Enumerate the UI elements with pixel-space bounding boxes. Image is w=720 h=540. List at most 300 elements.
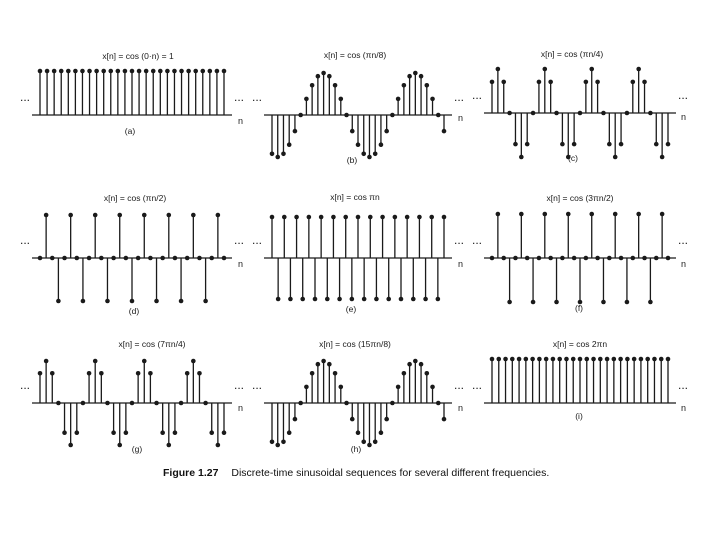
stem-point bbox=[81, 401, 86, 406]
stem-point bbox=[537, 256, 542, 261]
stem-plot-i bbox=[472, 339, 688, 421]
figure-caption bbox=[163, 467, 549, 479]
stem-point bbox=[310, 371, 315, 376]
stem-point bbox=[554, 111, 559, 116]
stem-point bbox=[270, 152, 275, 157]
stem-point bbox=[666, 357, 671, 362]
stem-point bbox=[496, 357, 501, 362]
stem-point bbox=[197, 371, 202, 376]
stem-point bbox=[108, 69, 113, 74]
stem-point bbox=[652, 357, 657, 362]
stem-point bbox=[116, 69, 121, 74]
plot-title: x[n] = cos (πn/2) bbox=[103, 193, 167, 203]
stem-point bbox=[517, 357, 522, 362]
stem-point bbox=[436, 401, 441, 406]
stem-point bbox=[589, 67, 594, 72]
ellipsis-right: ... bbox=[454, 90, 465, 104]
stem-point bbox=[136, 371, 141, 376]
stem-point bbox=[531, 111, 536, 116]
panel-label: (c) bbox=[568, 153, 578, 163]
stem-point bbox=[313, 297, 318, 302]
stem-point bbox=[560, 256, 565, 261]
stem-point bbox=[405, 215, 410, 220]
stem-point bbox=[117, 213, 122, 218]
stem-point bbox=[386, 297, 391, 302]
stem-point bbox=[572, 142, 577, 147]
plot-title: x[n] = cos (7πn/4) bbox=[118, 339, 186, 349]
stem-point bbox=[430, 97, 435, 102]
stem-point bbox=[361, 440, 366, 445]
stem-point bbox=[130, 401, 135, 406]
stem-point bbox=[185, 371, 190, 376]
stem-point bbox=[350, 297, 355, 302]
panel-label: (a) bbox=[124, 126, 136, 136]
ellipsis-left: ... bbox=[251, 378, 262, 392]
stem-point bbox=[607, 142, 612, 147]
stem-point bbox=[595, 80, 600, 85]
stem-point bbox=[572, 256, 577, 261]
stem-point bbox=[510, 357, 515, 362]
stem-point bbox=[356, 142, 361, 147]
x-axis-label: n bbox=[458, 113, 464, 123]
plot-title: x[n] = cos (πn/8) bbox=[323, 50, 387, 60]
stem-point bbox=[222, 256, 227, 261]
plot-title: x[n] = cos (πn/4) bbox=[540, 49, 604, 59]
stem-point bbox=[519, 212, 524, 217]
stem-plot-c bbox=[472, 49, 688, 163]
stem-point bbox=[124, 430, 129, 435]
stem-point bbox=[94, 69, 99, 74]
stem-point bbox=[513, 142, 518, 147]
x-axis-label: n bbox=[458, 259, 464, 269]
stem-point bbox=[607, 256, 612, 261]
stem-point bbox=[56, 299, 61, 304]
stem-point bbox=[316, 74, 321, 79]
x-axis-label: n bbox=[238, 259, 244, 269]
stem-point bbox=[507, 300, 512, 305]
panel-label: (b) bbox=[346, 155, 358, 165]
stem-point bbox=[173, 256, 178, 261]
stem-point bbox=[501, 80, 506, 85]
stem-point bbox=[337, 297, 342, 302]
stem-point bbox=[584, 80, 589, 85]
stem-point bbox=[327, 74, 332, 79]
stem-point bbox=[179, 69, 184, 74]
stem-point bbox=[591, 357, 596, 362]
stem-point bbox=[578, 357, 583, 362]
stem-point bbox=[625, 357, 630, 362]
stem-point bbox=[81, 299, 86, 304]
stem-point bbox=[417, 215, 422, 220]
stem-point bbox=[490, 357, 495, 362]
stem-point bbox=[87, 371, 92, 376]
stem-point bbox=[524, 357, 529, 362]
stem-point bbox=[216, 443, 221, 448]
stem-point bbox=[148, 256, 153, 261]
stem-point bbox=[425, 83, 430, 88]
stem-point bbox=[197, 256, 202, 261]
x-axis-label: n bbox=[458, 403, 464, 413]
stem-point bbox=[62, 256, 67, 261]
stem-point bbox=[276, 297, 281, 302]
stem-point bbox=[270, 215, 275, 220]
stem-point bbox=[642, 80, 647, 85]
stem-point bbox=[642, 256, 647, 261]
stem-point bbox=[619, 142, 624, 147]
caption-text: Discrete-time sinusoidal sequences for several different frequencies. bbox=[231, 467, 550, 479]
ellipsis-right: ... bbox=[678, 88, 689, 102]
stem-point bbox=[525, 142, 530, 147]
stem-point bbox=[625, 111, 630, 116]
stem-point bbox=[399, 297, 404, 302]
stem-point bbox=[636, 212, 641, 217]
stem-point bbox=[393, 215, 398, 220]
stem-point bbox=[396, 385, 401, 390]
stem-point bbox=[59, 69, 64, 74]
stem-plot-a bbox=[20, 51, 244, 136]
stem-point bbox=[605, 357, 610, 362]
stem-point bbox=[185, 256, 190, 261]
stem-point bbox=[543, 212, 548, 217]
x-axis-label: n bbox=[238, 403, 244, 413]
stem-point bbox=[142, 359, 147, 364]
stem-point bbox=[209, 430, 214, 435]
stem-point bbox=[557, 357, 562, 362]
stem-point bbox=[584, 256, 589, 261]
ellipsis-left: ... bbox=[19, 90, 30, 104]
x-axis-label: n bbox=[681, 403, 687, 413]
stem-point bbox=[148, 371, 153, 376]
stem-point bbox=[68, 443, 73, 448]
stem-point bbox=[154, 401, 159, 406]
stem-point bbox=[38, 69, 43, 74]
stem-point bbox=[111, 256, 116, 261]
stem-point bbox=[654, 142, 659, 147]
stem-point bbox=[193, 69, 198, 74]
stem-point bbox=[379, 142, 384, 147]
stem-point bbox=[407, 362, 412, 367]
stem-point bbox=[93, 359, 98, 364]
stem-point bbox=[298, 401, 303, 406]
stem-point bbox=[316, 362, 321, 367]
plot-title: x[n] = cos (15πn/8) bbox=[319, 339, 391, 349]
ellipsis-left: ... bbox=[471, 378, 482, 392]
panel-label: (e) bbox=[345, 304, 357, 314]
stem-point bbox=[75, 430, 80, 435]
stem-point bbox=[222, 69, 227, 74]
stem-point bbox=[361, 152, 366, 157]
stem-point bbox=[275, 443, 280, 448]
stem-point bbox=[179, 299, 184, 304]
stem-point bbox=[380, 215, 385, 220]
stem-point bbox=[631, 256, 636, 261]
plot-title: x[n] = cos πn bbox=[330, 192, 380, 202]
stem-point bbox=[390, 401, 395, 406]
stem-point bbox=[659, 357, 664, 362]
stem-point bbox=[442, 417, 447, 422]
stem-point bbox=[87, 256, 92, 261]
stem-point bbox=[339, 385, 344, 390]
ellipsis-right: ... bbox=[678, 378, 689, 392]
stem-point bbox=[407, 74, 412, 79]
stem-point bbox=[281, 152, 286, 157]
stem-point bbox=[333, 83, 338, 88]
stem-point bbox=[130, 299, 135, 304]
ellipsis-right: ... bbox=[454, 378, 465, 392]
stem-point bbox=[660, 212, 665, 217]
stem-point bbox=[117, 443, 122, 448]
stem-point bbox=[209, 256, 214, 261]
stem-point bbox=[362, 297, 367, 302]
stem-point bbox=[62, 430, 67, 435]
stem-point bbox=[551, 357, 556, 362]
stem-point bbox=[282, 215, 287, 220]
stem-point bbox=[598, 357, 603, 362]
stem-point bbox=[430, 385, 435, 390]
stem-point bbox=[413, 359, 418, 364]
stem-point bbox=[191, 213, 196, 218]
stem-point bbox=[374, 297, 379, 302]
stem-point bbox=[68, 213, 73, 218]
stem-point bbox=[123, 69, 128, 74]
stem-point bbox=[636, 67, 641, 72]
stem-point bbox=[137, 69, 142, 74]
stem-point bbox=[144, 69, 149, 74]
stem-point bbox=[648, 111, 653, 116]
stem-plot-g bbox=[20, 339, 244, 454]
stem-point bbox=[281, 440, 286, 445]
stem-point bbox=[321, 359, 326, 364]
stem-point bbox=[105, 299, 110, 304]
stem-point bbox=[172, 69, 177, 74]
stem-point bbox=[325, 297, 330, 302]
stem-point bbox=[632, 357, 637, 362]
stem-point bbox=[167, 443, 172, 448]
stem-point bbox=[367, 155, 372, 160]
stem-plot-b bbox=[252, 50, 464, 165]
stem-point bbox=[344, 113, 349, 118]
stem-point bbox=[436, 297, 441, 302]
stem-point bbox=[589, 212, 594, 217]
stem-point bbox=[618, 357, 623, 362]
stem-point bbox=[44, 359, 49, 364]
stem-point bbox=[368, 215, 373, 220]
stem-point bbox=[411, 297, 416, 302]
stem-point bbox=[165, 69, 170, 74]
stem-point bbox=[601, 111, 606, 116]
stem-point bbox=[331, 215, 336, 220]
stem-point bbox=[319, 215, 324, 220]
stem-point bbox=[560, 142, 565, 147]
stem-point bbox=[45, 69, 50, 74]
stem-point bbox=[503, 357, 508, 362]
stem-point bbox=[429, 215, 434, 220]
stem-point bbox=[203, 299, 208, 304]
stem-point bbox=[645, 357, 650, 362]
ellipsis-right: ... bbox=[234, 378, 245, 392]
stem-plot-f bbox=[472, 193, 688, 313]
stem-point bbox=[543, 67, 548, 72]
stem-point bbox=[93, 213, 98, 218]
stem-point bbox=[513, 256, 518, 261]
stem-point bbox=[548, 256, 553, 261]
stem-point bbox=[639, 357, 644, 362]
panel-label: (d) bbox=[128, 306, 140, 316]
stem-point bbox=[99, 256, 104, 261]
stem-point bbox=[304, 97, 309, 102]
stem-point bbox=[52, 69, 57, 74]
stem-point bbox=[530, 357, 535, 362]
stem-point bbox=[75, 256, 80, 261]
stem-point bbox=[384, 129, 389, 134]
stem-point bbox=[496, 67, 501, 72]
stem-point bbox=[442, 129, 447, 134]
stem-point bbox=[423, 297, 428, 302]
stem-point bbox=[648, 300, 653, 305]
stem-plot-d bbox=[20, 193, 244, 316]
stem-point bbox=[496, 212, 501, 217]
ellipsis-left: ... bbox=[471, 233, 482, 247]
ellipsis-left: ... bbox=[19, 378, 30, 392]
stem-point bbox=[537, 357, 542, 362]
stem-point bbox=[203, 401, 208, 406]
stem-point bbox=[293, 129, 298, 134]
stem-point bbox=[105, 401, 110, 406]
stem-point bbox=[571, 357, 576, 362]
stem-point bbox=[344, 401, 349, 406]
stem-point bbox=[356, 215, 361, 220]
stem-point bbox=[310, 83, 315, 88]
stem-point bbox=[111, 430, 116, 435]
stem-point bbox=[216, 213, 221, 218]
stem-point bbox=[80, 69, 85, 74]
stem-point bbox=[566, 212, 571, 217]
ellipsis-right: ... bbox=[454, 233, 465, 247]
stem-point bbox=[350, 417, 355, 422]
stem-point bbox=[613, 212, 618, 217]
stem-point bbox=[660, 155, 665, 160]
stem-point bbox=[343, 215, 348, 220]
stem-point bbox=[200, 69, 205, 74]
stem-point bbox=[160, 256, 165, 261]
stem-point bbox=[490, 256, 495, 261]
stem-point bbox=[436, 113, 441, 118]
stem-point bbox=[321, 71, 326, 76]
stem-point bbox=[613, 155, 618, 160]
stem-point bbox=[208, 69, 213, 74]
stem-point bbox=[124, 256, 129, 261]
ellipsis-left: ... bbox=[471, 88, 482, 102]
stem-point bbox=[373, 440, 378, 445]
stem-point bbox=[373, 152, 378, 157]
caption-figure-number: Figure 1.27 bbox=[163, 467, 219, 479]
stem-point bbox=[525, 256, 530, 261]
stem-point bbox=[419, 362, 424, 367]
stem-point bbox=[50, 256, 55, 261]
stem-point bbox=[531, 300, 536, 305]
stem-point bbox=[66, 69, 71, 74]
stem-point bbox=[50, 371, 55, 376]
stem-point bbox=[419, 74, 424, 79]
stem-point bbox=[396, 97, 401, 102]
stem-point bbox=[73, 69, 78, 74]
ellipsis-right: ... bbox=[234, 233, 245, 247]
stem-point bbox=[173, 430, 178, 435]
stem-point bbox=[564, 357, 569, 362]
ellipsis-right: ... bbox=[234, 90, 245, 104]
stem-point bbox=[619, 256, 624, 261]
stem-point bbox=[179, 401, 184, 406]
stem-point bbox=[350, 129, 355, 134]
stem-plot-h bbox=[252, 339, 464, 454]
stem-point bbox=[327, 362, 332, 367]
stem-point bbox=[304, 385, 309, 390]
stem-point bbox=[167, 213, 172, 218]
stem-point bbox=[298, 113, 303, 118]
plot-title: x[n] = cos 2πn bbox=[552, 339, 608, 349]
stem-point bbox=[402, 371, 407, 376]
stem-point bbox=[402, 83, 407, 88]
stem-point bbox=[38, 371, 43, 376]
stem-point bbox=[548, 80, 553, 85]
stem-point bbox=[44, 213, 49, 218]
stem-point bbox=[222, 430, 227, 435]
panel-label: (h) bbox=[350, 444, 362, 454]
x-axis-label: n bbox=[238, 116, 244, 126]
stem-point bbox=[151, 69, 156, 74]
stem-point bbox=[666, 256, 671, 261]
stem-point bbox=[87, 69, 92, 74]
stem-point bbox=[595, 256, 600, 261]
stem-point bbox=[158, 69, 163, 74]
stem-point bbox=[584, 357, 589, 362]
ellipsis-left: ... bbox=[251, 233, 262, 247]
stem-point bbox=[601, 300, 606, 305]
stem-point bbox=[215, 69, 220, 74]
stem-point bbox=[130, 69, 135, 74]
stem-point bbox=[379, 430, 384, 435]
stem-point bbox=[654, 256, 659, 261]
stem-point bbox=[333, 371, 338, 376]
x-axis-label: n bbox=[681, 259, 687, 269]
panel-label: (g) bbox=[131, 444, 143, 454]
ellipsis-right: ... bbox=[678, 233, 689, 247]
panel-label: (f) bbox=[574, 303, 584, 313]
stem-point bbox=[154, 299, 159, 304]
stem-point bbox=[390, 113, 395, 118]
stem-point bbox=[275, 155, 280, 160]
stem-point bbox=[666, 142, 671, 147]
stem-point bbox=[293, 417, 298, 422]
stem-point bbox=[56, 401, 61, 406]
stem-point bbox=[160, 430, 165, 435]
stem-point bbox=[356, 430, 361, 435]
x-axis-label: n bbox=[681, 112, 687, 122]
stem-point bbox=[413, 71, 418, 76]
stem-point bbox=[294, 215, 299, 220]
ellipsis-left: ... bbox=[19, 233, 30, 247]
stem-point bbox=[612, 357, 617, 362]
stem-point bbox=[519, 155, 524, 160]
stem-point bbox=[442, 215, 447, 220]
stem-point bbox=[554, 300, 559, 305]
stem-point bbox=[537, 80, 542, 85]
stem-point bbox=[384, 417, 389, 422]
stem-point bbox=[136, 256, 141, 261]
stem-point bbox=[490, 80, 495, 85]
stem-point bbox=[544, 357, 549, 362]
stem-point bbox=[307, 215, 312, 220]
